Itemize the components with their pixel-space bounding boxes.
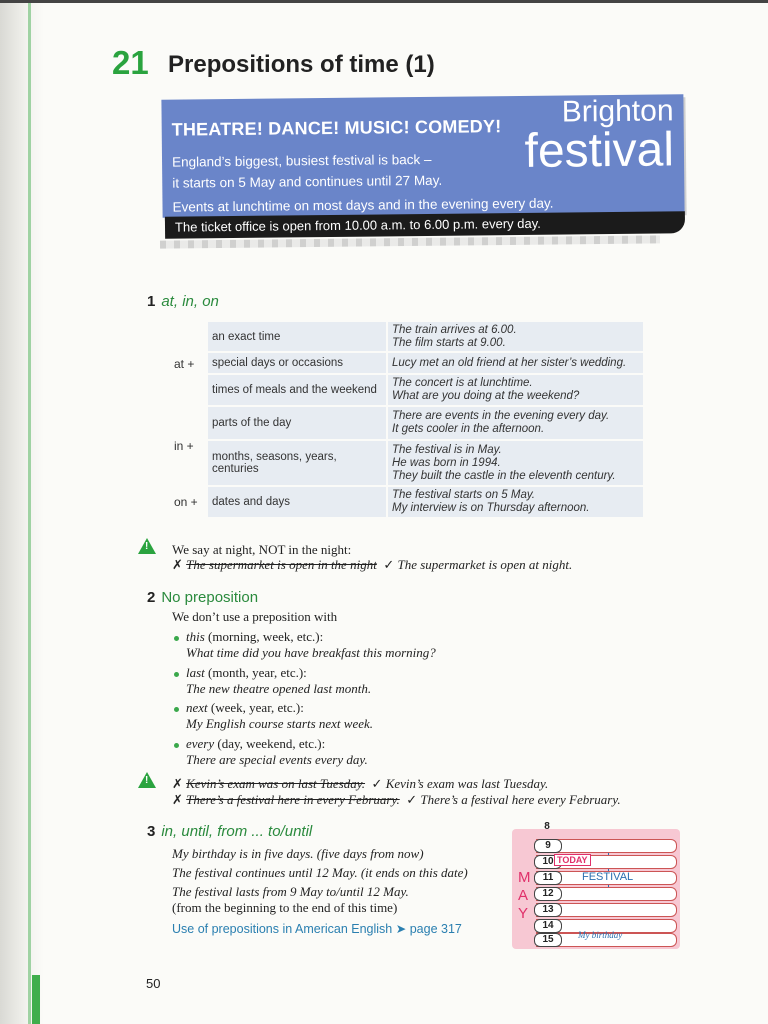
warning-icon: ! bbox=[138, 772, 156, 788]
top-edge bbox=[0, 0, 768, 3]
month-letter-y: Y bbox=[518, 905, 529, 922]
banner-line2: it starts on 5 May and continues until 27 May. bbox=[172, 172, 443, 191]
use-cell: times of meals and the weekend bbox=[208, 374, 387, 406]
ticket-strip bbox=[165, 211, 685, 238]
example-cell: The festival is in May. He was born in 1994. They built the castle in the eleventh century. bbox=[387, 440, 643, 486]
example-cell: Lucy met an old friend at her sister’s wedding. bbox=[387, 352, 643, 374]
item-this: this (morning, week, etc.): bbox=[186, 629, 324, 644]
bullet-icon bbox=[174, 707, 179, 712]
section3-title: in, until, from ... to/until bbox=[161, 823, 313, 840]
section3-line2: The festival continues until 12 May. (it ends on this date) bbox=[172, 865, 468, 880]
ticket-text: The ticket office is open from 10.00 a.m. to 6.00 p.m. every day. bbox=[174, 215, 541, 235]
item-last-example: The new theatre opened last month. bbox=[186, 681, 372, 696]
key-at: at + bbox=[174, 357, 195, 371]
example-cell: The festival starts on 5 May. My interview is on Thursday afternoon. bbox=[387, 486, 643, 518]
banner-headline: THEATRE! DANCE! MUSIC! COMEDY! bbox=[171, 116, 502, 140]
section2-heading bbox=[147, 589, 258, 606]
day-11: 11 bbox=[534, 871, 562, 885]
unit-number: 21 bbox=[112, 44, 149, 81]
example-cell: The train arrives at 6.00. The film starts at 9.00. bbox=[387, 322, 643, 352]
item-every: every (day, weekend, etc.): bbox=[186, 736, 326, 751]
item-next: next (week, year, etc.): bbox=[186, 700, 304, 715]
wrong-right-2: ✗ There’s a festival here in every February. ✓ There’s a festival here every February. bbox=[172, 792, 621, 807]
logo-brighton: Brighton bbox=[561, 94, 674, 129]
section2-title: No preposition bbox=[161, 589, 259, 606]
section3-line4: (from the beginning to the end of this time) bbox=[172, 900, 398, 915]
usage-table bbox=[170, 322, 643, 519]
month-letter-a: A bbox=[518, 887, 529, 904]
use-cell: an exact time bbox=[208, 322, 387, 352]
unit-title: Prepositions of time (1) bbox=[168, 51, 435, 78]
note-line1: We say at night, NOT in the night: bbox=[172, 542, 352, 557]
banner-line1: England’s biggest, busiest festival is back – bbox=[171, 151, 432, 170]
book-spine bbox=[0, 0, 44, 1024]
section3-heading bbox=[147, 823, 312, 840]
day-10: 10 bbox=[534, 855, 562, 869]
section3-number: 3 bbox=[147, 823, 156, 840]
day-12: 12 bbox=[534, 887, 562, 901]
example-cell: There are events in the evening every day. It gets cooler in the afternoon. bbox=[387, 406, 643, 440]
use-cell: dates and days bbox=[208, 486, 387, 518]
bullet-icon bbox=[174, 743, 179, 748]
key-in: in + bbox=[174, 439, 194, 453]
warning-icon: ! bbox=[138, 538, 156, 554]
use-cell: special days or occasions bbox=[208, 352, 387, 374]
festival-banner bbox=[161, 94, 684, 217]
use-cell: parts of the day bbox=[208, 406, 387, 440]
example-cell: The concert is at lunchtime. What are you doing at the weekend? bbox=[387, 374, 643, 406]
day-8: 8 bbox=[544, 821, 550, 832]
today-label: TODAY bbox=[554, 854, 591, 866]
item-every-example: There are special events every day. bbox=[186, 752, 368, 767]
day-13: 13 bbox=[534, 903, 562, 917]
section3-line3: The festival lasts from 9 May to/until 12 May. bbox=[172, 884, 409, 899]
section1-number: 1 bbox=[147, 293, 156, 310]
calendar bbox=[512, 821, 680, 949]
item-next-example: My English course starts next week. bbox=[186, 716, 374, 731]
day-14: 14 bbox=[534, 919, 562, 933]
festival-label: FESTIVAL bbox=[582, 871, 634, 883]
section1-heading bbox=[147, 293, 219, 310]
section3-line1: My birthday is in five days. (five days from now) bbox=[172, 846, 424, 861]
birthday-label: My birthday bbox=[578, 930, 623, 940]
day-9: 9 bbox=[534, 839, 562, 853]
use-cell: months, seasons, years, centuries bbox=[208, 440, 387, 486]
key-on: on + bbox=[174, 495, 198, 509]
american-english-link[interactable]: Use of prepositions in American English ➤ page 317 bbox=[172, 922, 462, 936]
bullet-icon bbox=[174, 636, 179, 641]
bullet-icon bbox=[174, 672, 179, 677]
logo-festival: festival bbox=[524, 123, 675, 178]
month-letter-m: M bbox=[518, 869, 531, 886]
banner-line3: Events at lunchtime on most days and in the evening every day. bbox=[172, 195, 554, 215]
day-15: 15 bbox=[534, 933, 562, 947]
section2-number: 2 bbox=[147, 589, 156, 606]
section2-intro: We don’t use a preposition with bbox=[172, 609, 338, 624]
section1-title: at, in, on bbox=[161, 293, 219, 310]
page-number: 50 bbox=[146, 976, 161, 991]
item-this-example: What time did you have breakfast this morning? bbox=[186, 645, 436, 660]
note-line2: ✗ The supermarket is open in the night ✓ The supermarket is open at night. bbox=[172, 557, 573, 572]
item-last: last (month, year, etc.): bbox=[186, 665, 307, 680]
wrong-right-1: ✗ Kevin’s exam was on last Tuesday. ✓ Kevin’s exam was last Tuesday. bbox=[172, 776, 549, 791]
